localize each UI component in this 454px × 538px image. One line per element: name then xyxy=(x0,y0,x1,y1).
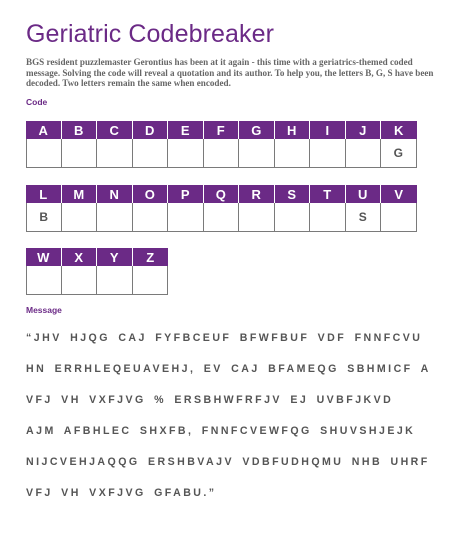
code-cell-t xyxy=(310,185,346,232)
code-cell-m xyxy=(62,185,98,232)
plain-letter-box[interactable] xyxy=(62,139,98,168)
plain-letter-box[interactable] xyxy=(97,203,133,232)
page-title: Geriatric Codebreaker xyxy=(26,20,275,48)
plain-letter-box[interactable] xyxy=(26,139,62,168)
cipher-letter: P xyxy=(168,185,204,203)
code-cell-k xyxy=(381,121,417,168)
cipher-letter: H xyxy=(275,121,311,139)
plain-letter-box[interactable] xyxy=(168,139,204,168)
cipher-letter: I xyxy=(310,121,346,139)
code-row-1 xyxy=(26,121,417,168)
plain-letter-box[interactable] xyxy=(310,139,346,168)
code-cell-r xyxy=(239,185,275,232)
code-cell-n xyxy=(97,185,133,232)
code-cell-z xyxy=(133,248,169,295)
plain-letter-box[interactable] xyxy=(26,266,62,295)
plain-letter-box[interactable] xyxy=(133,139,169,168)
cipher-letter: L xyxy=(26,185,62,203)
plain-letter-box[interactable] xyxy=(275,139,311,168)
message-line: VFJ VH VXFJVG % ERSBHWFRFJV EJ UVBFJKVD xyxy=(26,394,394,406)
message-line: AJM AFBHLEC SHXFB, FNNFCVEWFQG SHUVSHJEJK xyxy=(26,425,416,437)
cipher-letter: K xyxy=(381,121,417,139)
cipher-letter: W xyxy=(26,248,62,266)
cipher-letter: U xyxy=(346,185,382,203)
code-cell-v xyxy=(381,185,417,232)
cipher-letter: C xyxy=(97,121,133,139)
code-cell-b xyxy=(62,121,98,168)
plain-letter-box[interactable] xyxy=(168,203,204,232)
cipher-letter: Y xyxy=(97,248,133,266)
cipher-letter: B xyxy=(62,121,98,139)
plain-letter-box[interactable] xyxy=(133,203,169,232)
code-cell-o xyxy=(133,185,169,232)
code-cell-y xyxy=(97,248,133,295)
code-cell-l xyxy=(26,185,62,232)
cipher-letter: M xyxy=(62,185,98,203)
plain-letter-box[interactable] xyxy=(381,203,417,232)
plain-letter-box[interactable] xyxy=(239,139,275,168)
code-cell-h xyxy=(275,121,311,168)
message-line: HN ERRHLEQEUAVEHJ, EV CAJ BFAMEQG SBHMICF A xyxy=(26,363,431,375)
code-cell-j xyxy=(346,121,382,168)
cipher-letter: N xyxy=(97,185,133,203)
cipher-letter: F xyxy=(204,121,240,139)
code-cell-w xyxy=(26,248,62,295)
cipher-letter: T xyxy=(310,185,346,203)
code-cell-s xyxy=(275,185,311,232)
code-cell-u xyxy=(346,185,382,232)
message-line: NIJCVEHJAQQG ERSHBVAJV VDBFUDHQMU NHB UHRF xyxy=(26,456,430,468)
code-cell-q xyxy=(204,185,240,232)
plain-letter-box[interactable]: S xyxy=(346,203,382,232)
cipher-letter: S xyxy=(275,185,311,203)
plain-letter-box[interactable] xyxy=(97,266,133,295)
cipher-letter: V xyxy=(381,185,417,203)
plain-letter-box[interactable] xyxy=(62,266,98,295)
cipher-letter: X xyxy=(62,248,98,266)
code-cell-p xyxy=(168,185,204,232)
cipher-letter: G xyxy=(239,121,275,139)
plain-letter-box[interactable]: G xyxy=(381,139,417,168)
plain-letter-box[interactable] xyxy=(346,139,382,168)
code-row-3 xyxy=(26,248,168,295)
message-line: “JHV HJQG CAJ FYFBCEUF BFWFBUF VDF FNNFCVU xyxy=(26,332,423,344)
coded-message xyxy=(26,332,438,518)
code-cell-g xyxy=(239,121,275,168)
code-cell-e xyxy=(168,121,204,168)
code-cell-x xyxy=(62,248,98,295)
cipher-letter: J xyxy=(346,121,382,139)
plain-letter-box[interactable]: B xyxy=(26,203,62,232)
plain-letter-box[interactable] xyxy=(133,266,169,295)
plain-letter-box[interactable] xyxy=(239,203,275,232)
code-cell-c xyxy=(97,121,133,168)
code-cell-d xyxy=(133,121,169,168)
cipher-letter: R xyxy=(239,185,275,203)
code-row-2 xyxy=(26,185,417,232)
cipher-letter: E xyxy=(168,121,204,139)
plain-letter-box[interactable] xyxy=(97,139,133,168)
plain-letter-box[interactable] xyxy=(204,203,240,232)
cipher-letter: A xyxy=(26,121,62,139)
code-cell-i xyxy=(310,121,346,168)
plain-letter-box[interactable] xyxy=(204,139,240,168)
message-line: VFJ VH VXFJVG GFABU.” xyxy=(26,487,217,499)
code-label: Code xyxy=(26,97,48,107)
plain-letter-box[interactable] xyxy=(275,203,311,232)
plain-letter-box[interactable] xyxy=(62,203,98,232)
code-cell-f xyxy=(204,121,240,168)
code-cell-a xyxy=(26,121,62,168)
cipher-letter: O xyxy=(133,185,169,203)
cipher-letter: D xyxy=(133,121,169,139)
intro-paragraph: BGS resident puzzlemaster Gerontius has been at it again - this time with a geriatrics-themed coded message. Solving the code will reveal a quotation and its author. To help you, the letters B, G, S have been decoded. Two letters remain the same when encoded. xyxy=(26,57,434,89)
plain-letter-box[interactable] xyxy=(310,203,346,232)
cipher-letter: Z xyxy=(133,248,169,266)
message-label: Message xyxy=(26,305,62,315)
cipher-letter: Q xyxy=(204,185,240,203)
